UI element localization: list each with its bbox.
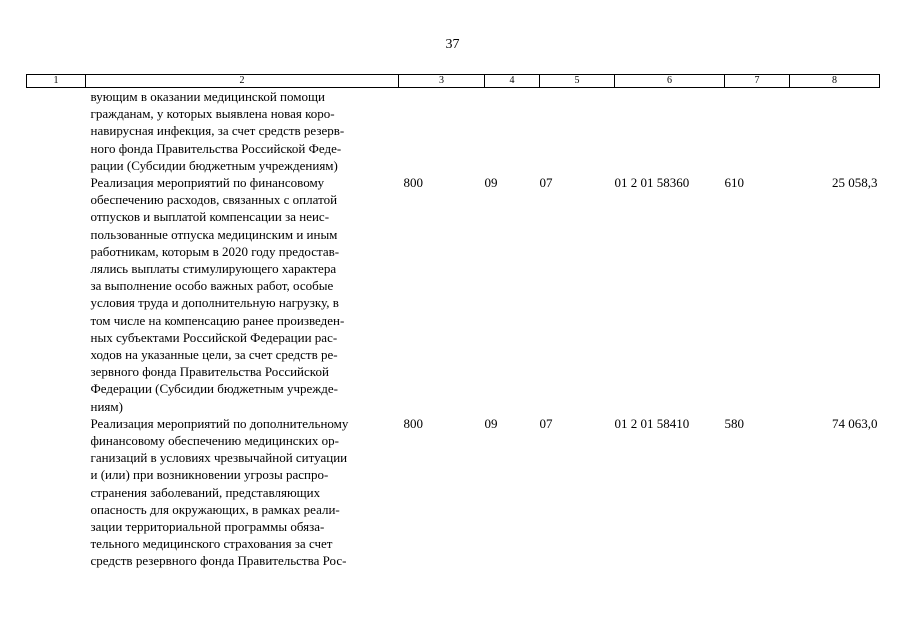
- description-line: зервного фонда Правительства Российской: [90, 364, 329, 380]
- table-body: [27, 88, 880, 570]
- header-col-6: 6: [615, 75, 725, 88]
- header-col-7: 7: [725, 75, 790, 88]
- cell-section-code: [485, 88, 540, 175]
- cell-ministry-code: [399, 88, 485, 175]
- table-header: [27, 75, 880, 88]
- description-line: условия труда и дополнительную нагрузку, в: [90, 295, 339, 311]
- description-line: и (или) при возникновении угрозы распро-: [90, 467, 329, 483]
- description-line: ного фонда Правительства Российской Феде-: [90, 140, 342, 156]
- cell-subsection-code: 07: [539, 415, 553, 431]
- cell-section-code: 09: [484, 415, 498, 431]
- header-row: [27, 75, 880, 88]
- header-col-4: 4: [485, 75, 540, 88]
- description-line: рации (Субсидии бюджетным учреждениям): [90, 157, 338, 173]
- header-col-3: 3: [399, 75, 485, 88]
- description-line: пользованные отпуска медицинским и иным: [90, 226, 338, 242]
- description-line: опасность для окружающих, в рамках реали-: [90, 501, 340, 517]
- cell-amount: [790, 88, 880, 175]
- cell-expense-type: [725, 88, 790, 175]
- description-line: ниям): [90, 398, 123, 414]
- cell-description: [86, 88, 399, 175]
- description-line: Реализация мероприятий по финансовому: [90, 175, 325, 191]
- cell-ministry-code: 800: [403, 415, 423, 431]
- description-line: ных субъектами Российской Федерации рас-: [90, 329, 338, 345]
- cell-section-code: 09: [484, 175, 498, 191]
- table-row: [27, 415, 880, 570]
- description-line: Реализация мероприятий по дополнительному: [90, 415, 349, 431]
- description-line: отпусков и выплатой компенсации за неис-: [90, 209, 330, 225]
- cell-amount: 74 063,0: [832, 415, 878, 431]
- table-row: [27, 174, 880, 415]
- description-line: за выполнение особо важных работ, особые: [90, 278, 334, 294]
- page-number: 37: [445, 37, 460, 52]
- header-col-5: 5: [540, 75, 615, 88]
- description-line: гражданам, у которых выявлена новая коро-: [90, 106, 335, 122]
- description-line: вующим в оказании медицинской помощи: [90, 89, 325, 104]
- description-line: странения заболеваний, представляющих: [90, 484, 321, 500]
- description-line: том числе на компенсацию ранее произведен-: [90, 312, 345, 328]
- description-line: зации территориальной программы обяза-: [90, 519, 325, 535]
- cell-col-1: [27, 415, 86, 570]
- cell-subsection-code: 07: [539, 175, 553, 191]
- description-line: навирусная инфекция, за счет средств резерв-: [90, 123, 345, 139]
- description-line: средств резервного фонда Правительства Рос-: [90, 553, 347, 569]
- description-line: лялись выплаты стимулирующего характера: [90, 261, 337, 277]
- cell-target-article: [615, 88, 725, 175]
- cell-amount: 25 058,3: [832, 175, 878, 191]
- cell-col-1: [27, 174, 86, 415]
- description-line: ганизаций в условиях чрезвычайной ситуации: [90, 450, 348, 466]
- header-col-2: 2: [86, 75, 399, 88]
- cell-target-article: 01 2 01 58360: [614, 175, 690, 191]
- cell-description: [86, 174, 399, 415]
- cell-expense-type: 580: [724, 415, 744, 431]
- cell-target-article: 01 2 01 58410: [614, 415, 690, 431]
- cell-col-1: [27, 88, 86, 175]
- header-col-8: 8: [790, 75, 880, 88]
- cell-subsection-code: [540, 88, 615, 175]
- budget-table: [26, 74, 880, 570]
- cell-expense-type: 610: [724, 175, 744, 191]
- description-line: работникам, которым в 2020 году предостав-: [90, 243, 340, 259]
- description-line: тельного медицинского страхования за счет: [90, 536, 333, 552]
- description-line: Федерации (Субсидии бюджетным учрежде-: [90, 381, 338, 397]
- table-row: [27, 88, 880, 175]
- description-line: ходов на указанные цели, за счет средств ре-: [90, 347, 338, 363]
- cell-description: [86, 415, 399, 570]
- cell-ministry-code: 800: [403, 175, 423, 191]
- description-line: финансовому обеспечению медицинских ор-: [90, 433, 339, 449]
- description-line: обеспечению расходов, связанных с оплатой: [90, 192, 338, 208]
- header-col-1: 1: [27, 75, 86, 88]
